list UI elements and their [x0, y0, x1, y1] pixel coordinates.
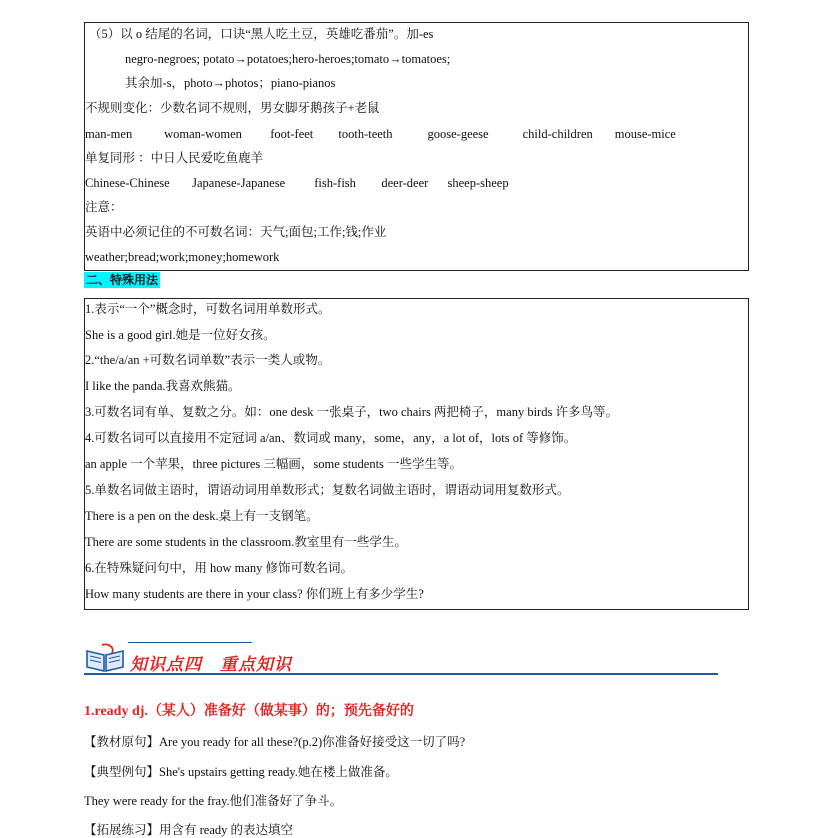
open-book-icon — [84, 642, 126, 674]
usage-line: an apple 一个苹果，three pictures 三幅画，some students 一些学生等。 — [85, 457, 463, 471]
pair-mouse: mouse-mice — [614, 127, 676, 141]
header-top-rule — [128, 642, 252, 643]
rule-irregular: 不规则变化：少数名词不规则，男女脚牙鹅孩子+老鼠 — [85, 101, 380, 115]
pair-man: man-men — [85, 127, 133, 141]
irregular-pairs-row — [85, 126, 676, 142]
knowledge-point-header — [84, 640, 718, 680]
usage-line: 4.可数名词可以直接用不定冠词 a/an、数词或 many，some，any，a lot of，lots of 等修饰。 — [85, 431, 577, 445]
usage-line: I like the panda.我喜欢熊猫。 — [85, 379, 241, 393]
same-form-title: 单复同形 ：中日人民爱吃鱼鹿羊 — [85, 151, 264, 165]
uncountable-title: 英语中必须记住的不可数名词：天气;面包;工作;钱;作业 — [85, 225, 387, 239]
pair-woman: woman-women — [164, 127, 242, 141]
pair-deer: deer-deer — [381, 176, 429, 190]
usage-line: 6.在特殊疑问句中，用 how many 修饰可数名词。 — [85, 561, 354, 575]
pair-sheep: sheep-sheep — [447, 176, 509, 190]
same-form-row — [85, 175, 509, 191]
textbook-sentence: 【教材原句】Are you ready for all these?(p.2)你准备好接受这一切了吗? — [84, 735, 466, 749]
usage-line: 2.“the/a/an +可数名词单数”表示一类人或物。 — [85, 353, 331, 367]
rule-other-s: 其余加-s，photo→photos；piano-pianos — [125, 76, 336, 90]
uncountable-words: weather;bread;work;money;homework — [85, 250, 280, 264]
section-label-special-usage: 二、特殊用法 — [86, 273, 159, 287]
pair-chinese: Chinese-Chinese — [85, 176, 170, 190]
knowledge-point-title: 知识点四 重点知识 — [130, 655, 292, 675]
rule-o-examples: negro-negroes; potato→potatoes;hero-heroes;tomato→tomatoes; — [125, 52, 451, 66]
usage-line: There are some students in the classroom.教室里有一些学生。 — [85, 535, 407, 549]
example-sentence-2: They were ready for the fray.他们准备好了争斗。 — [84, 794, 343, 808]
usage-line: How many students are there in your class? 你们班上有多少学生? — [85, 587, 424, 601]
usage-line: 3.可数名词有单、复数之分。如：one desk 一张桌子，two chairs 两把椅子，many birds 许多鸟等。 — [85, 405, 618, 419]
usage-line: She is a good girl.她是一位好女孩。 — [85, 328, 276, 342]
pair-child: child-children — [522, 127, 593, 141]
pair-fish: fish-fish — [314, 176, 356, 190]
header-underline — [84, 673, 718, 675]
special-usage-box — [84, 298, 749, 610]
usage-line: There is a pen on the desk.桌上有一支钢笔。 — [85, 509, 319, 523]
note-label: 注意： — [85, 200, 123, 214]
pair-tooth: tooth-teeth — [338, 127, 393, 141]
practice-label: 【拓展练习】用含有 ready 的表达填空 — [84, 823, 294, 837]
pair-japanese: Japanese-Japanese — [192, 176, 286, 190]
item-title-ready: 1.ready dj.（某人）准备好（做某事）的；预先备好的 — [84, 704, 414, 719]
pair-foot: foot-feet — [270, 127, 314, 141]
plural-rules-box — [84, 22, 749, 271]
usage-line: 5.单数名词做主语时，谓语动词用单数形式；复数名词做主语时，谓语动词用复数形式。 — [85, 483, 570, 497]
rule-o-ending: （5）以 o 结尾的名词，口诀“黑人吃土豆，英雄吃番茄”。加-es — [89, 27, 434, 41]
pair-goose: goose-geese — [427, 127, 489, 141]
example-sentence: 【典型例句】She's upstairs getting ready.她在楼上做准备。 — [84, 765, 398, 779]
usage-line: 1.表示“一个”概念时，可数名词用单数形式。 — [85, 302, 331, 316]
